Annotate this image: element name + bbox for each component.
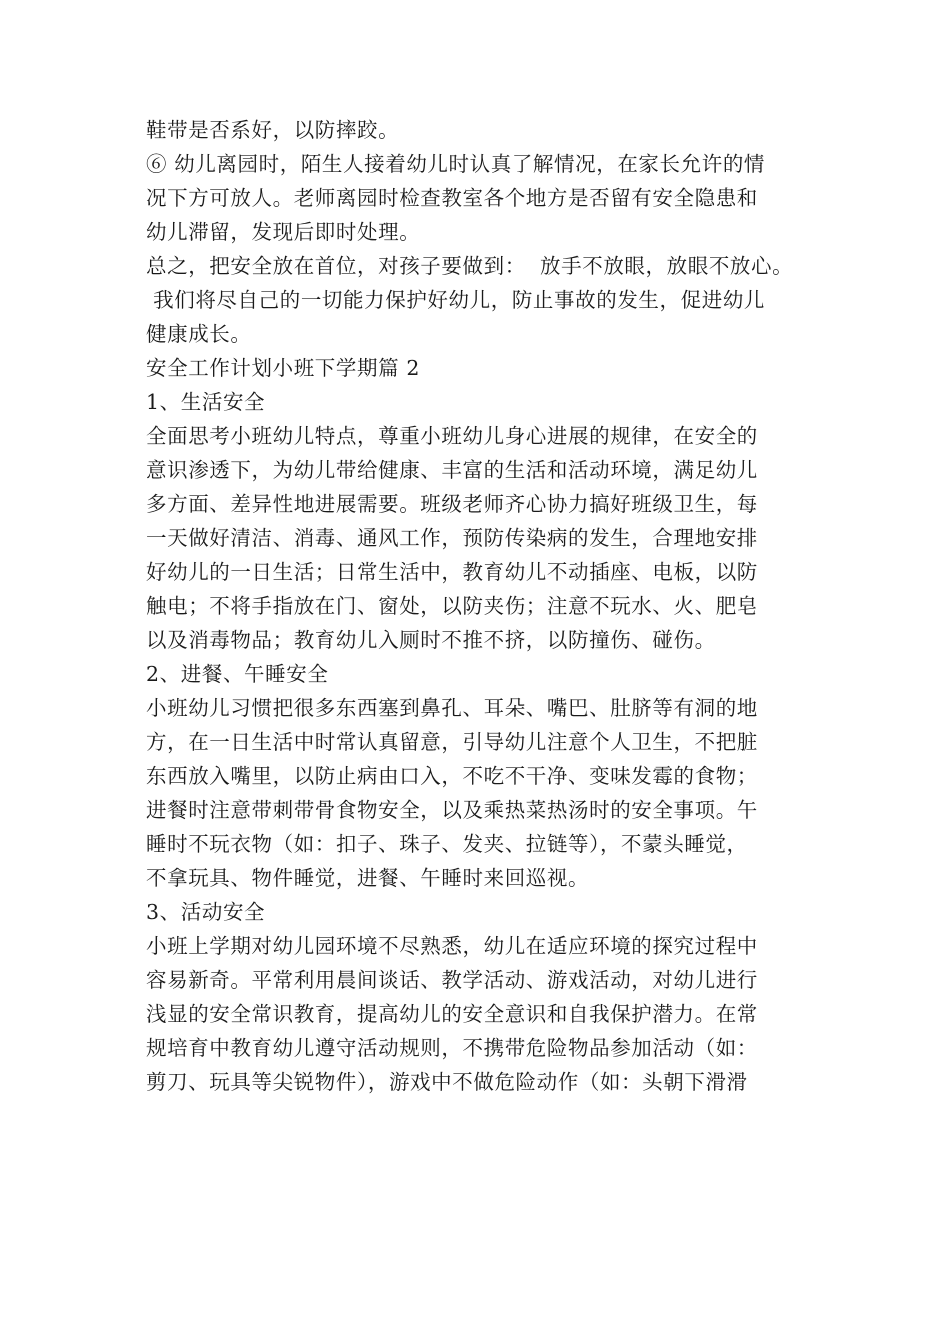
text-line: 健康成长。 [146, 322, 252, 346]
text-line: 我们将尽自己的一切能力保护好幼儿，防止事故的发生，促进幼儿 [146, 288, 766, 312]
subsection-heading: 3、活动安全 [146, 900, 266, 924]
text-line: 小班幼儿习惯把很多东西塞到鼻孔、耳朵、嘴巴、肚脐等有洞的地 [146, 696, 758, 720]
text-line: 全面思考小班幼儿特点，尊重小班幼儿身心进展的规律，在安全的 [146, 424, 758, 448]
section-heading: 安全工作计划小班下学期篇 2 [146, 356, 420, 380]
text-line: 方，在一日生活中时常认真留意，引导幼儿注意个人卫生，不把脏 [146, 730, 758, 754]
text-line: 幼儿滞留，发现后即时处理。 [146, 220, 421, 244]
text-line: 总之，把安全放在首位，对孩子要做到： 放手不放眼，放眼不放心。 [146, 254, 794, 278]
text-line: 睡时不玩衣物（如：扣子、珠子、发夹、拉链等），不蒙头睡觉， [146, 832, 748, 856]
text-line: 多方面、差异性地进展需要。班级老师齐心协力搞好班级卫生，每 [146, 492, 758, 516]
text-line: 进餐时注意带刺带骨食物安全，以及乘热菜热汤时的安全事项。午 [146, 798, 758, 822]
text-line: 容易新奇。平常利用晨间谈话、教学活动、游戏活动，对幼儿进行 [146, 968, 758, 992]
text-line: 好幼儿的一日生活；日常生活中，教育幼儿不动插座、电板，以防 [146, 560, 758, 584]
subsection-heading: 1、生活安全 [146, 390, 266, 414]
text-line: 况下方可放人。老师离园时检查教室各个地方是否留有安全隐患和 [146, 186, 758, 210]
text-line: 剪刀、玩具等尖锐物件），游戏中不做危险动作（如：头朝下滑滑 [146, 1070, 748, 1094]
document-body [146, 113, 826, 1099]
text-line: 规培育中教育幼儿遵守活动规则，不携带危险物品参加活动（如： [146, 1036, 758, 1060]
text-line: 小班上学期对幼儿园环境不尽熟悉，幼儿在适应环境的探究过程中 [146, 934, 758, 958]
text-line: 以及消毒物品；教育幼儿入厕时不推不挤，以防撞伤、碰伤。 [146, 628, 716, 652]
text-line: 鞋带是否系好，以防摔跤。 [146, 118, 400, 142]
subsection-heading: 2、进餐、午睡安全 [146, 662, 329, 686]
text-line: 意识渗透下，为幼儿带给健康、丰富的生活和活动环境，满足幼儿 [146, 458, 758, 482]
text-line: 东西放入嘴里，以防止病由口入，不吃不干净、变味发霉的食物； [146, 764, 758, 788]
text-line: 一天做好清洁、消毒、通风工作，预防传染病的发生，合理地安排 [146, 526, 758, 550]
text-line: 不拿玩具、物件睡觉，进餐、午睡时来回巡视。 [146, 866, 590, 890]
text-line: 触电；不将手指放在门、窗处，以防夹伤；注意不玩水、火、肥皂 [146, 594, 758, 618]
text-line: 浅显的安全常识教育，提高幼儿的安全意识和自我保护潜力。在常 [146, 1002, 758, 1026]
text-line: ⑥ 幼儿离园时，陌生人接着幼儿时认真了解情况，在家长允许的情 [146, 152, 766, 176]
